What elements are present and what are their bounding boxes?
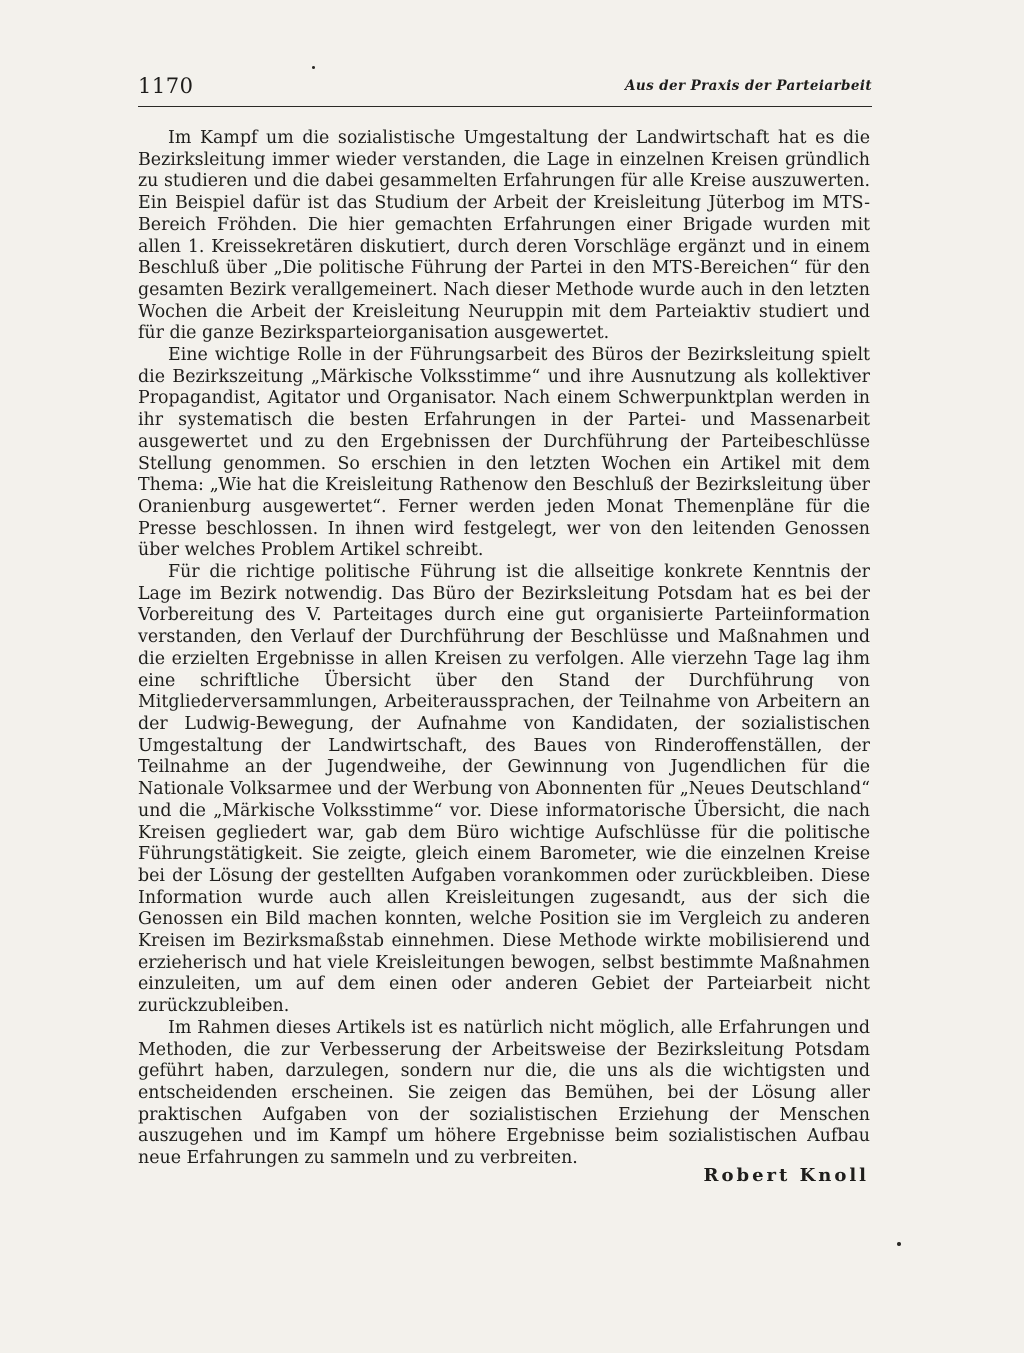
article-body — [138, 128, 870, 1170]
print-speck — [312, 66, 315, 69]
running-head: Aus der Praxis der Parteiarbeit — [624, 78, 872, 94]
page-header — [138, 72, 872, 107]
print-speck — [897, 1242, 901, 1246]
author-signature: Robert Knoll — [703, 1165, 869, 1186]
paragraph-2: Eine wichtige Rolle in der Führungsarbeit des Büros der Bezirksleitung spielt die Bezirkszeitung „Märkische Volksstimme“ und ihre Ausnutzung als kollektiver Propagandist, Agitator und Organisator. Nach einem Schwerpunktplan werden in ihr systematisch die besten Erfahrungen in der Partei- und Massenarbeit ausgewertet und zu den Ergebnissen der Durchführung der Parteibeschlüsse Stellung genommen. So erschien in den letzten Wochen ein Artikel mit dem Thema: „Wie hat die Kreisleitung Rathenow den Beschluß der Bezirksleitung über Oranienburg ausgewertet“. Ferner werden jeden Monat Themenpläne für die Presse beschlossen. In ihnen wird festgelegt, wer von den leitenden Genossen über welches Problem Artikel schreibt. — [138, 345, 870, 561]
paragraph-4: Im Rahmen dieses Artikels ist es natürlich nicht möglich, alle Erfahrungen und Methoden, die zur Verbesserung der Arbeitsweise der Bezirksleitung Potsdam geführt haben, darzulegen, sondern nur die, die uns als die wichtigsten und entscheidenden erscheinen. Sie zeigen das Bemühen, bei der Lösung aller praktischen Aufgaben von der sozialistischen Erziehung der Menschen auszugehen und im Kampf um höhere Ergebnisse beim sozialistischen Aufbau neue Erfahrungen zu sammeln und zu verbreiten. — [138, 1017, 870, 1169]
paragraph-3: Für die richtige politische Führung ist die allseitige konkrete Kenntnis der Lage im Bezirk notwendig. Das Büro der Bezirksleitung Potsdam hat es bei der Vorbereitung des V. Parteitages durch eine gut organisierte Parteiinformation verstanden, den Verlauf der Durchführung der Beschlüsse und Maßnahmen und die erzielten Ergebnisse in allen Kreisen zu verfolgen. Alle vierzehn Tage lag ihm eine schriftliche Übersicht über den Stand der Durchführung von Mitgliederversammlungen, Arbeiteraussprachen, der Teilnahme von Arbeitern an der Ludwig-Bewegung, der Aufnahme von Kandidaten, der sozialistischen Umgestaltung der Landwirtschaft, des Baues von Rinderoffenställen, der Teilnahme an der Jugendweihe, der Gewinnung von Jugendlichen für die Nationale Volksarmee und der Werbung von Abonnenten für „Neues Deutschland“ und die „Märkische Volksstimme“ vor. Diese informatorische Übersicht, die nach Kreisen gegliedert war, gab dem Büro wichtige Aufschlüsse für die politische Führungstätigkeit. Sie zeigte, gleich einem Barometer, wie die einzelnen Kreise bei der Lösung der gestellten Aufgaben vorankommen oder zurückbleiben. Diese Information wurde auch allen Kreisleitungen zugesandt, aus der sich die Genossen ein Bild machen konnten, welche Position sie im Vergleich zu anderen Kreisen im Bezirksmaßstab einnehmen. Diese Methode wirkte mobilisierend und erzieherisch und hat viele Kreisleitungen bewogen, selbst bestimmte Maßnahmen einzuleiten, um auf dem einen oder anderen Gebiet der Parteiarbeit nicht zurückzubleiben. — [138, 562, 870, 1017]
page-number: 1170 — [138, 74, 194, 98]
paragraph-1: Im Kampf um die sozialistische Umgestaltung der Landwirtschaft hat es die Bezirksleitung immer wieder verstanden, die Lage in einzelnen Kreisen gründlich zu studieren und die dabei gesammelten Erfahrungen für alle Kreise auszuwerten. Ein Beispiel dafür ist das Studium der Arbeit der Kreisleitung Jüterbog im MTS-Bereich Fröhden. Die hier gemachten Erfahrungen einer Brigade wurden mit allen 1. Kreissekretären diskutiert, durch deren Vorschläge ergänzt und in einem Beschluß über „Die politische Führung der Partei in den MTS-Bereichen“ für den gesamten Bezirk verallgemeinert. Nach dieser Methode wurde auch in den letzten Wochen die Arbeit der Kreisleitung Neuruppin mit dem Parteiaktiv studiert und für die ganze Bezirksparteiorganisation ausgewertet. — [138, 128, 870, 344]
